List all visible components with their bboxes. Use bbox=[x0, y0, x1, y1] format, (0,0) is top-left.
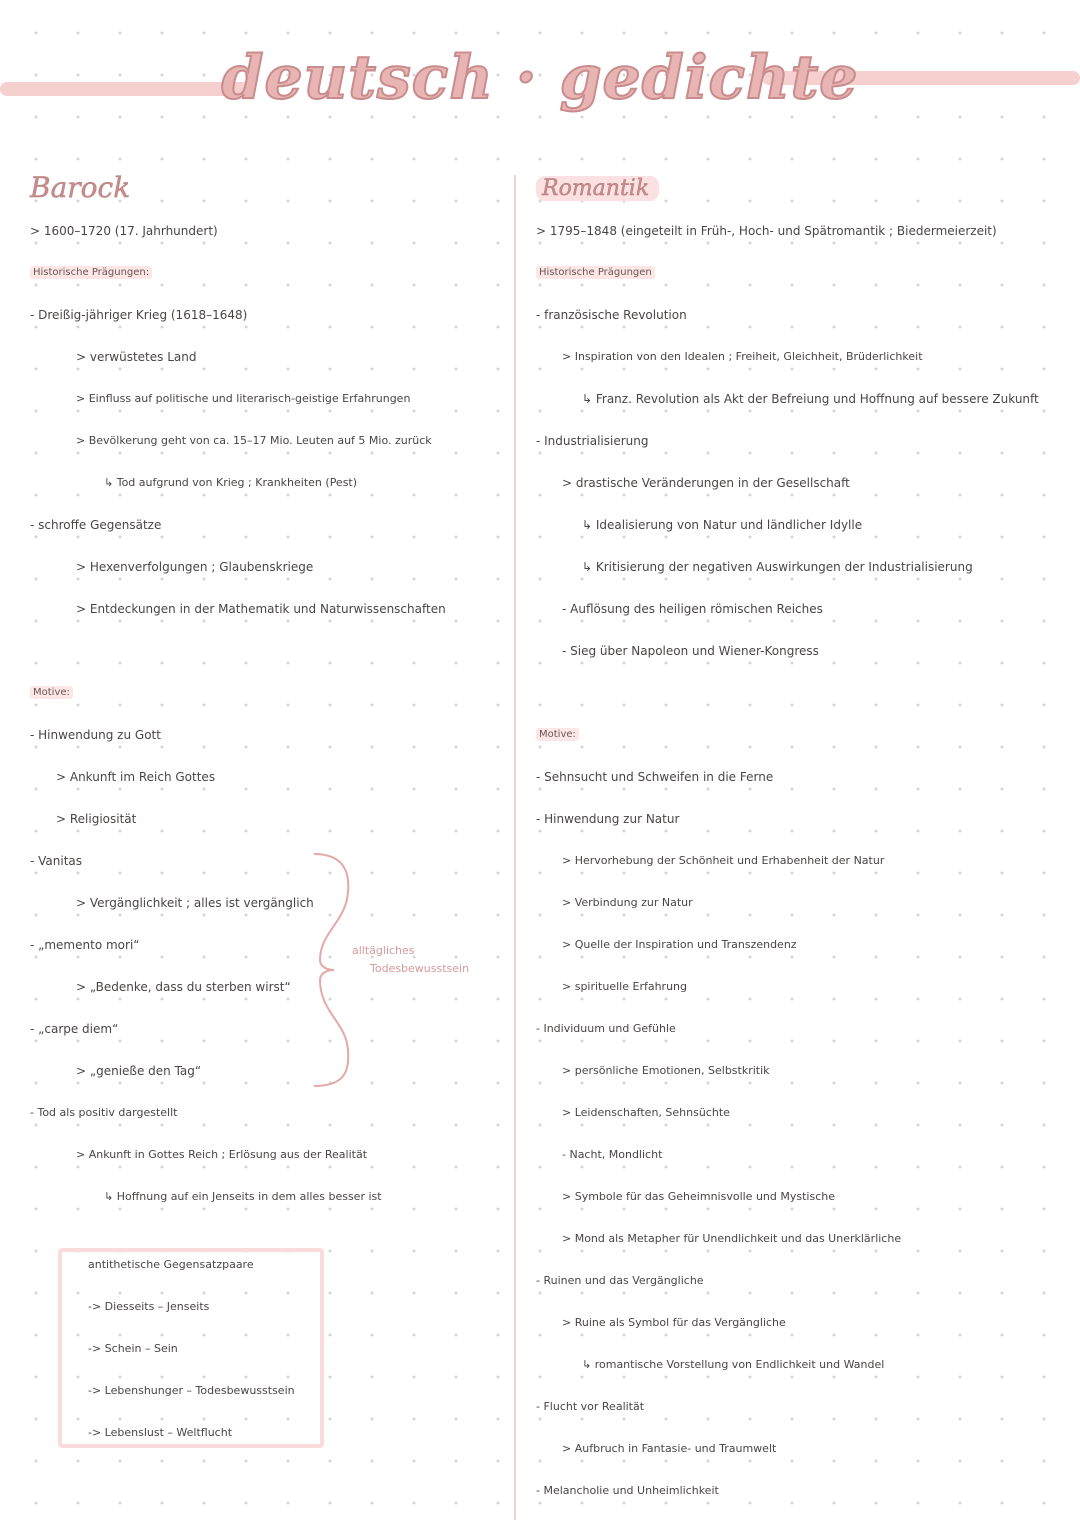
note-line: - französische Revolution bbox=[536, 308, 687, 322]
note-line: - Auflösung des heiligen römischen Reiches bbox=[562, 602, 823, 616]
note-line: > Religiosität bbox=[56, 812, 137, 826]
note-line: ↳ Idealisierung von Natur und ländlicher Idylle bbox=[582, 518, 863, 532]
note-line: > Hexenverfolgungen ; Glaubenskriege bbox=[76, 560, 314, 574]
note-line: > Aufbruch in Fantasie- und Traumwelt bbox=[562, 1442, 777, 1455]
note-line: ↳ Hoffnung auf ein Jenseits in dem alles besser ist bbox=[104, 1190, 382, 1203]
note-line: - Sehnsucht und Schweifen in die Ferne bbox=[536, 770, 774, 784]
note-line: > „genieße den Tag“ bbox=[76, 1064, 202, 1078]
note-line: > Bevölkerung geht von ca. 15–17 Mio. Leuten auf 5 Mio. zurück bbox=[76, 434, 432, 447]
curly-brace-icon bbox=[312, 852, 352, 1088]
column-divider bbox=[514, 175, 516, 1520]
box-item: -> Lebenslust – Weltflucht bbox=[88, 1426, 233, 1439]
note-line: - Melancholie und Unheimlichkeit bbox=[536, 1484, 719, 1497]
note-line: - Ruinen und das Vergängliche bbox=[536, 1274, 704, 1287]
note-line: > Entdeckungen in der Mathematik und Naturwissenschaften bbox=[76, 602, 446, 616]
section-label-text: Motive: bbox=[536, 728, 579, 741]
note-line: - Hinwendung zur Natur bbox=[536, 812, 680, 826]
note-line: > Mond als Metapher für Unendlichkeit und das Unerklärliche bbox=[562, 1232, 902, 1245]
note-line: > verwüstetes Land bbox=[76, 350, 197, 364]
box-item: -> Diesseits – Jenseits bbox=[88, 1300, 210, 1313]
spacer bbox=[536, 672, 1076, 714]
note-line: > persönliche Emotionen, Selbstkritik bbox=[562, 1064, 770, 1077]
page-title: deutsch · gedichte bbox=[221, 43, 859, 113]
brace-note-line-2: Todesbewusstsein bbox=[370, 962, 470, 975]
note-line: > Leidenschaften, Sehnsüchte bbox=[562, 1106, 730, 1119]
section-label-text: Motive: bbox=[30, 686, 73, 699]
note-line: - Vanitas bbox=[30, 854, 83, 868]
note-line: - Tod als positiv dargestellt bbox=[30, 1106, 178, 1119]
barock-notes bbox=[30, 210, 500, 1218]
note-line: > Einfluss auf politische und literarisch-geistige Erfahrungen bbox=[76, 392, 411, 405]
column-barock bbox=[30, 168, 500, 1218]
note-line: - Hinwendung zu Gott bbox=[30, 728, 161, 742]
box-item: -> Schein – Sein bbox=[88, 1342, 178, 1355]
box-title: antithetische Gegensatzpaare bbox=[88, 1258, 254, 1271]
section-label bbox=[30, 672, 500, 714]
note-line: > drastische Veränderungen in der Gesellschaft bbox=[562, 476, 850, 490]
note-line: > „Bedenke, dass du sterben wirst“ bbox=[76, 980, 291, 994]
brace-note-line-1: alltägliches bbox=[352, 944, 415, 957]
note-line: > Ankunft im Reich Gottes bbox=[56, 770, 216, 784]
note-line: > Ankunft in Gottes Reich ; Erlösung aus der Realität bbox=[76, 1148, 368, 1161]
note-line: - Nacht, Mondlicht bbox=[562, 1148, 663, 1161]
note-line: - „memento mori“ bbox=[30, 938, 140, 952]
note-line: - schroffe Gegensätze bbox=[30, 518, 162, 532]
note-line: ↳ Kritisierung der negativen Auswirkungen der Industrialisierung bbox=[582, 560, 973, 574]
note-line: > spirituelle Erfahrung bbox=[562, 980, 687, 993]
note-line: - Dreißig-jähriger Krieg (1618–1648) bbox=[30, 308, 248, 322]
note-line: ↳ Tod aufgrund von Krieg ; Krankheiten (Pest) bbox=[104, 476, 358, 489]
spacer bbox=[30, 630, 500, 672]
section-label-text: Historische Prägungen bbox=[536, 266, 655, 279]
note-line: > Inspiration von den Idealen ; Freiheit, Gleichheit, Brüderlichkeit bbox=[562, 350, 923, 363]
note-line: > Symbole für das Geheimnisvolle und Mystische bbox=[562, 1190, 835, 1203]
column-romantik bbox=[536, 168, 1076, 1512]
note-line: - „carpe diem“ bbox=[30, 1022, 119, 1036]
note-line: - Industrialisierung bbox=[536, 434, 649, 448]
heading-romantik bbox=[536, 174, 659, 216]
note-line: > Hervorhebung der Schönheit und Erhabenheit der Natur bbox=[562, 854, 885, 867]
heading-romantik-text: Romantik bbox=[536, 176, 659, 201]
section-label-text: Historische Prägungen: bbox=[30, 266, 152, 279]
romantik-notes bbox=[536, 210, 1076, 1512]
note-line: ↳ romantische Vorstellung von Endlichkeit und Wandel bbox=[582, 1358, 885, 1371]
note-line: - Individuum und Gefühle bbox=[536, 1022, 676, 1035]
section-label bbox=[30, 252, 500, 294]
heading-barock: Barock bbox=[30, 171, 131, 204]
note-line: > 1795–1848 (eingeteilt in Früh-, Hoch- und Spätromantik ; Biedermeierzeit) bbox=[536, 224, 997, 238]
antithesis-box bbox=[58, 1248, 324, 1448]
box-item: -> Lebenshunger – Todesbewusstsein bbox=[88, 1384, 295, 1397]
note-line: > Vergänglichkeit ; alles ist vergänglich bbox=[76, 896, 314, 910]
section-label bbox=[536, 714, 1076, 756]
note-line: > 1600–1720 (17. Jahrhundert) bbox=[30, 224, 218, 238]
brace-note bbox=[352, 942, 469, 978]
note-line: ↳ Franz. Revolution als Akt der Befreiung und Hoffnung auf bessere Zukunft bbox=[582, 392, 1039, 406]
note-line: > Quelle der Inspiration und Transzendenz bbox=[562, 938, 797, 951]
note-line: > Ruine als Symbol für das Vergängliche bbox=[562, 1316, 786, 1329]
note-line: - Flucht vor Realität bbox=[536, 1400, 645, 1413]
note-line: > Verbindung zur Natur bbox=[562, 896, 693, 909]
note-line: - Sieg über Napoleon und Wiener-Kongress bbox=[562, 644, 819, 658]
section-label bbox=[536, 252, 1076, 294]
